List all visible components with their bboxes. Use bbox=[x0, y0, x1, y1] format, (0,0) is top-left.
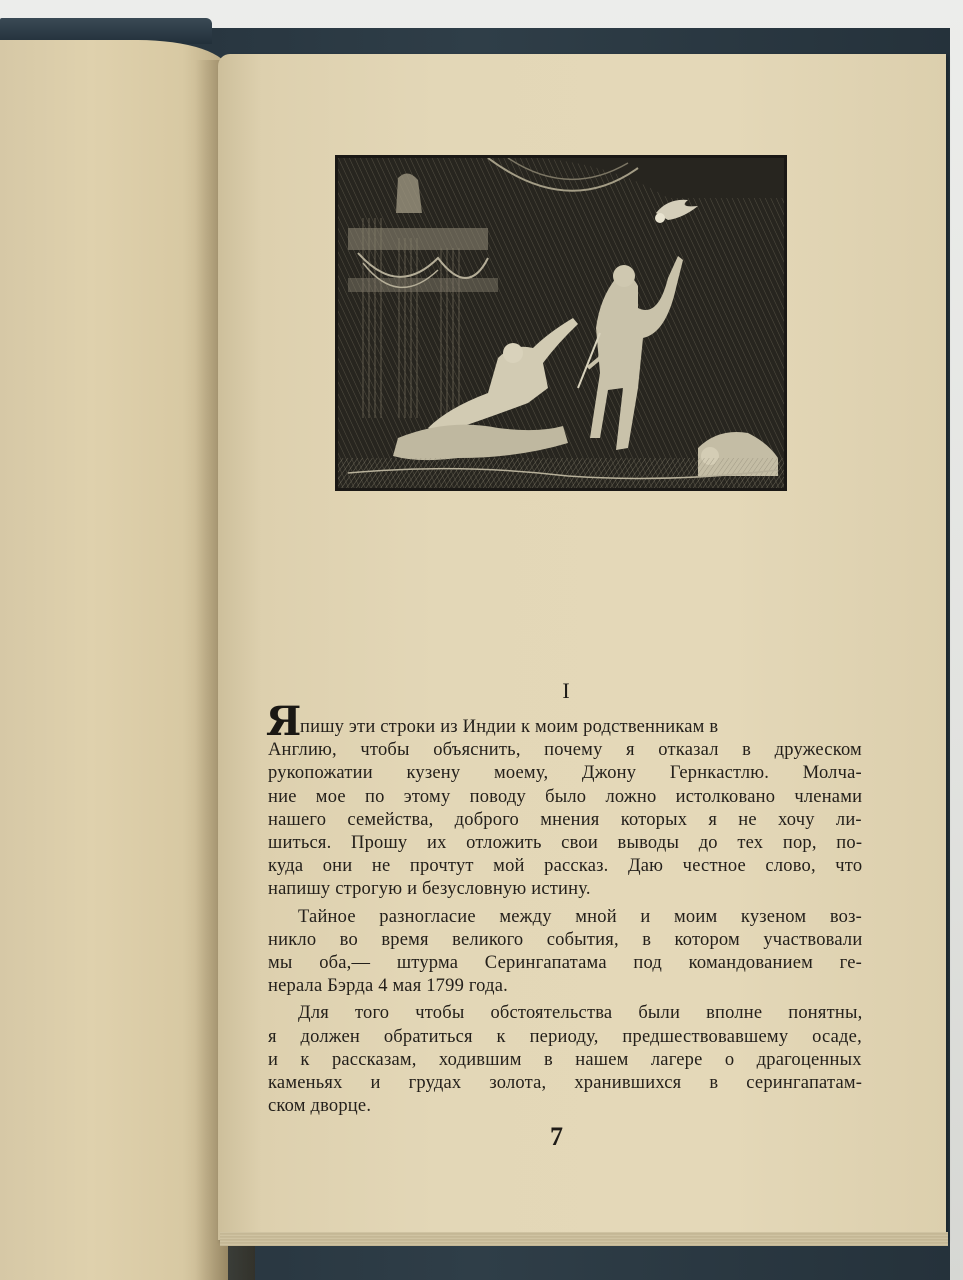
paragraph-3-line-3: и к рассказам, ходившим в нашем лагере о драгоценных bbox=[268, 1049, 862, 1070]
paragraph-3-line-5: ском дворце. bbox=[268, 1096, 372, 1117]
paragraph-1-line-6: шиться. Прошу их отложить свои выводы до тех пор, по- bbox=[268, 833, 863, 853]
woodcut-illustration bbox=[335, 155, 787, 491]
paragraph-3-line-2: я должен обратиться к периоду, предшествовавшему осаде, bbox=[268, 1026, 862, 1047]
paragraph-1-line-4: ние мое по этому поводу было ложно истолковано членами bbox=[268, 786, 863, 807]
paragraph-2-line-4: нерала Бэрда 4 мая 1799 года. bbox=[268, 976, 508, 997]
paragraph-2-line-3: мы оба,— штурма Серингапатама под командованием ге- bbox=[268, 953, 862, 973]
paragraph-1-line-8: напишу строгую и безусловную истину. bbox=[268, 879, 591, 900]
paragraph-2-line-2: никло во время великого события, в котором участвовали bbox=[268, 929, 863, 950]
paragraph-1-line-3: рукопожатии кузену моему, Джону Гернкастлю. Молча- bbox=[268, 763, 862, 784]
page-edges bbox=[220, 1232, 948, 1246]
woodcut-scene-image bbox=[338, 158, 784, 488]
page-number: 7 bbox=[550, 1122, 563, 1151]
paragraph-3-line-1: Для того чтобы обстоятельства были вполне понятны, bbox=[298, 1003, 863, 1024]
chapter-number: I bbox=[562, 678, 570, 703]
paragraph-3-line-4: каменьях и грудах золота, хранившихся в серингапатам- bbox=[268, 1073, 863, 1093]
paragraph-2-line-1: Тайное разногласие между мной и моим кузеном воз- bbox=[298, 906, 862, 927]
paragraph-1-line-2: Англию, чтобы объяснить, почему я отказал в дружеском bbox=[268, 740, 862, 761]
paragraph-1-line-5: нашего семейства, доброго мнения которых я не хочу ли- bbox=[268, 809, 862, 830]
drop-cap-letter: Я bbox=[266, 698, 302, 745]
paragraph-1-line-7: куда они не прочтут мой рассказ. Даю честное слово, что bbox=[268, 856, 863, 877]
left-page bbox=[0, 40, 228, 1280]
paragraph-1-line-1: пишу эти строки из Индии к моим родственникам в bbox=[300, 717, 719, 737]
